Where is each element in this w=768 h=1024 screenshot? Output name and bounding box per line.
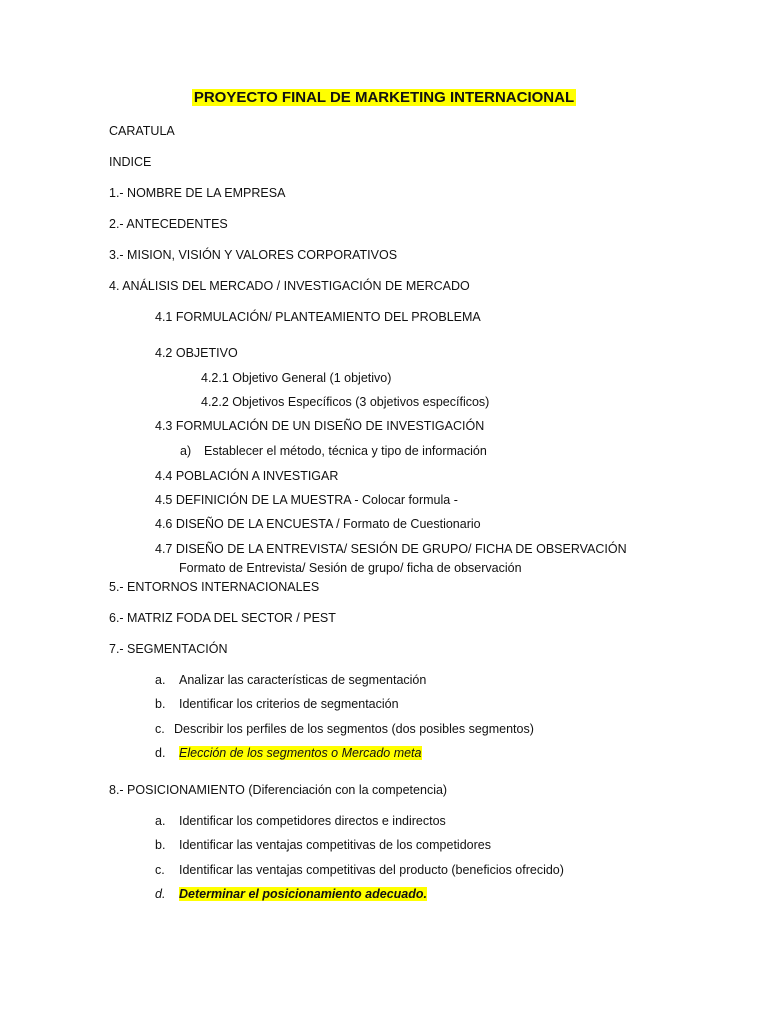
list-marker: c. <box>155 722 165 736</box>
section-6: 6.- MATRIZ FODA DEL SECTOR / PEST <box>109 611 336 625</box>
list-item <box>155 696 399 712</box>
section-4-2-1: 4.2.1 Objetivo General (1 objetivo) <box>201 371 392 385</box>
section-4-6: 4.6 DISEÑO DE LA ENCUESTA / Formato de Cuestionario <box>155 517 481 531</box>
list-marker: a. <box>155 814 166 828</box>
section-3: 3.- MISION, VISIÓN Y VALORES CORPORATIVOS <box>109 248 398 262</box>
section-2: 2.- ANTECEDENTES <box>109 217 228 231</box>
section-4-3-a <box>180 443 487 459</box>
list-text: Establecer el método, técnica y tipo de información <box>204 444 487 458</box>
list-marker: d. <box>155 746 166 760</box>
section-1: 1.- NOMBRE DE LA EMPRESA <box>109 186 286 200</box>
list-item <box>155 862 564 878</box>
list-item <box>155 813 446 829</box>
list-marker: a) <box>180 444 192 458</box>
list-text: Identificar los criterios de segmentación <box>179 697 399 711</box>
indice-line: INDICE <box>109 155 152 169</box>
caratula-line: CARATULA <box>109 124 175 138</box>
section-4: 4. ANÁLISIS DEL MERCADO / INVESTIGACIÓN DE MERCADO <box>109 279 470 293</box>
section-4-3: 4.3 FORMULACIÓN DE UN DISEÑO DE INVESTIGACIÓN <box>155 419 485 433</box>
list-text: Identificar las ventajas competitivas del producto (beneficios ofrecido) <box>179 863 564 877</box>
document-title: PROYECTO FINAL DE MARKETING INTERNACIONAL <box>193 89 575 106</box>
section-4-4: 4.4 POBLACIÓN A INVESTIGAR <box>155 469 339 483</box>
list-text: Describir los perfiles de los segmentos (dos posibles segmentos) <box>174 722 534 736</box>
list-item-highlighted <box>155 745 422 761</box>
list-item <box>155 721 534 737</box>
list-marker: b. <box>155 838 166 852</box>
section-4-5: 4.5 DEFINICIÓN DE LA MUESTRA - Colocar formula - <box>155 493 458 507</box>
list-marker: b. <box>155 697 166 711</box>
list-text: Identificar las ventajas competitivas de los competidores <box>179 838 491 852</box>
list-text: Identificar los competidores directos e indirectos <box>179 814 446 828</box>
section-5: 5.- ENTORNOS INTERNACIONALES <box>109 580 320 594</box>
list-text: Determinar el posicionamiento adecuado. <box>179 887 427 901</box>
list-marker: c. <box>155 863 165 877</box>
section-4-2: 4.2 OBJETIVO <box>155 346 238 360</box>
section-4-7-sub: Formato de Entrevista/ Sesión de grupo/ ficha de observación <box>179 561 522 575</box>
list-text: Elección de los segmentos o Mercado meta <box>179 746 422 760</box>
section-7: 7.- SEGMENTACIÓN <box>109 642 228 656</box>
list-text: Analizar las características de segmentación <box>179 673 427 687</box>
section-8: 8.- POSICIONAMIENTO (Diferenciación con la competencia) <box>109 783 448 797</box>
list-item <box>155 672 426 688</box>
section-4-2-2: 4.2.2 Objetivos Específicos (3 objetivos específicos) <box>201 395 490 409</box>
list-item <box>155 837 491 853</box>
list-marker: a. <box>155 673 166 687</box>
section-4-1: 4.1 FORMULACIÓN/ PLANTEAMIENTO DEL PROBLEMA <box>155 310 481 324</box>
list-marker: d. <box>155 887 166 901</box>
section-4-7: 4.7 DISEÑO DE LA ENTREVISTA/ SESIÓN DE GRUPO/ FICHA DE OBSERVACIÓN <box>155 542 627 556</box>
list-item-highlighted <box>155 886 427 902</box>
